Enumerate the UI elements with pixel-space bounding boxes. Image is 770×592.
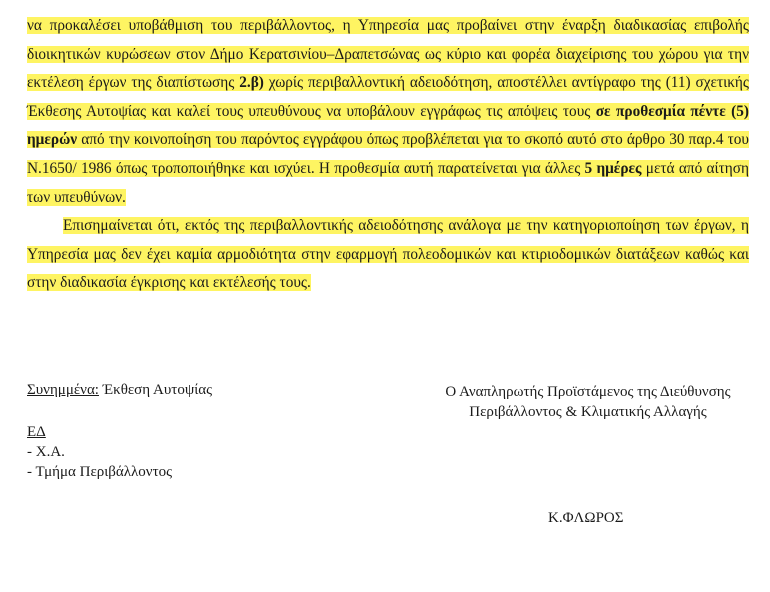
paragraph-remark	[27, 212, 749, 298]
text-segment: να προκαλέσει υποβάθμιση του περιβάλλοντος, η Υπηρεσία μας προβαίνει στην έναρξη διαδικασίας επιβολής διοικητικών κυρώσεων στον Δήμο Κερατσινίου–Δραπετσώνας ως κύριο και φορέα διαχείρισης του χώρου για την εκτέλεση έργων της διαπίστωσης	[27, 17, 749, 92]
signature-title-line2: Περιβάλλοντος & Κλιματικής Αλλαγής	[469, 404, 707, 420]
bold-extension: 5 ημέρες	[584, 159, 642, 177]
attachments-line	[27, 380, 212, 400]
text-segment: από την κοινοποίηση του παρόντος εγγράφου όπως προβλέπεται για το σκοπό αυτό στο άρθρο 30 παρ.4 του Ν.1650/ 1986 όπως τροποποιήθηκε και ισχύει. Η προθεσμία αυτή παρατείνεται για άλλες	[27, 131, 749, 177]
distribution-heading: ΕΔ	[27, 424, 46, 440]
document-footer	[0, 380, 770, 592]
signature-block	[418, 382, 758, 422]
text-segment: χωρίς περιβαλλοντική αδειοδότηση, αποστέλλει αντίγραφο της (11) σχετικής Έκθεσης Αυτοψίας και καλεί τους υπευθύνους να υποβάλουν εγγράφως τις απόψεις τους	[27, 74, 749, 120]
signature-title-line1: Ο Αναπληρωτής Προϊστάμενος της Διεύθυνσης	[445, 384, 731, 400]
internal-distribution	[27, 422, 172, 482]
distribution-item: - Τμήμα Περιβάλλοντος	[27, 464, 173, 480]
signer-name: Κ.ΦΛΩΡΟΣ	[548, 510, 624, 526]
bold-deadline: σε προθεσμία πέντε (5) ημερών	[27, 102, 749, 149]
paragraph-proceedings	[27, 12, 749, 212]
highlighted-text	[27, 17, 749, 206]
attachments-value: Έκθεση Αυτοψίας	[98, 382, 213, 398]
distribution-item: - Χ.Α.	[27, 444, 65, 460]
highlighted-text: Επισημαίνεται ότι, εκτός της περιβαλλοντικής αδειοδότησης ανάλογα με την κατηγοριοποίηση των έργων, η Υπηρεσία μας δεν έχει καμία αρμοδιότητα στην εφαρμογή πολεοδομικών και κτιριοδομικών διατάξεων καθώς και στην διαδικασία έγκρισης και εκτέλεσής τους.	[27, 217, 749, 292]
attachments-label: Συνημμένα:	[27, 382, 99, 398]
document-body	[27, 0, 749, 298]
text-segment: μετά από αίτηση των υπευθύνων.	[27, 159, 749, 206]
bold-reference: 2.β)	[239, 74, 264, 92]
